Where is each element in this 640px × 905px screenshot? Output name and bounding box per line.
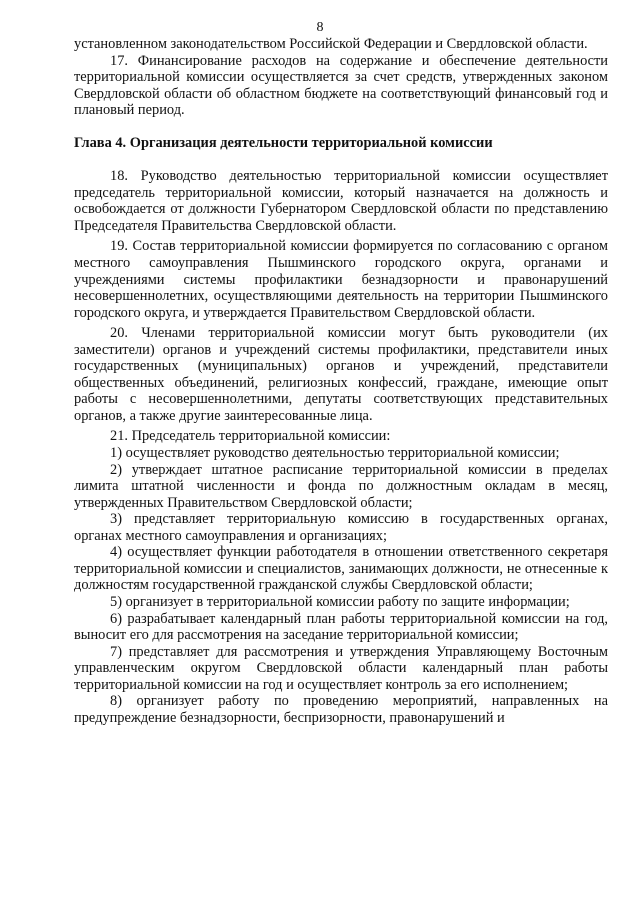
paragraph: 6) разрабатывает календарный план работы территориальной комиссии на год, выносит его для рассмотрения на заседание территориальной комиссии;: [74, 610, 608, 644]
paragraph: 3) представляет территориальную комиссию в государственных органах, органах местного самоуправления и организациях;: [74, 511, 608, 544]
paragraph: 8) организует работу по проведению мероприятий, направленных на предупреждение безнадзорности, беспризорности, правонарушений и: [74, 693, 608, 726]
paragraphs-before-heading: [74, 36, 608, 119]
paragraph: 2) утверждает штатное расписание территориальной комиссии в пределах лимита штатной численности и фонда по должностным окладам в месяц, утвержденных Правительством Свердловской области;: [74, 461, 608, 511]
paragraph: 1) осуществляет руководство деятельностью территориальной комиссии;: [110, 445, 560, 462]
paragraphs-after-heading: [74, 168, 608, 726]
document-body: [74, 36, 608, 726]
paragraph: 21. Председатель территориальной комиссии:: [110, 428, 391, 445]
page-number: 8: [316, 20, 324, 35]
paragraph: 4) осуществляет функции работодателя в отношении ответственного секретаря территориальной комиссии и специалистов, занимающих должности, не отнесенные к должностям государственной гражданской службы Свердловской области;: [74, 544, 608, 594]
paragraph: 7) представляет для рассмотрения и утверждения Управляющему Восточным управленческим округом Свердловской области календарный план работы территориальной комиссии на год и осуществляет контроль за его исполнением;: [74, 643, 608, 693]
paragraph: 18. Руководство деятельностью территориальной комиссии осуществляет председатель территориальной комиссии, который назначается на должность и освобождается от должности Губернатором Свердловской области по представлению Председателя Правительства Свердловской области.: [74, 168, 608, 234]
paragraph: 17. Финансирование расходов на содержание и обеспечение деятельности территориальной комиссии осуществляется за счет средств, утвержденных законом Свердловской области об областном бюджете на соответствующий финансовый год и плановый период.: [74, 52, 608, 119]
paragraph: 20. Членами территориальной комиссии могут быть руководители (их заместители) органов и учреждений системы профилактики, представители иных государственных (муниципальных) органов и учреждений, представители общественных объединений, религиозных конфессий, граждане, имеющие опыт работы с несовершеннолетними, депутаты соответствующих представительных органов, а также другие заинтересованные лица.: [74, 325, 608, 424]
paragraph: установленном законодательством Российской Федерации и Свердловской области.: [74, 36, 588, 52]
paragraph: 19. Состав территориальной комиссии формируется по согласованию с органом местного самоуправления Пышминского городского округа, органами и учреждениями системы профилактики безнадзорности и правонарушений несовершеннолетних, осуществляющими деятельность на территории Пышминского городского округа, и утверждается Правительством Свердловской области.: [74, 238, 608, 321]
chapter-heading: Глава 4. Организация деятельности территориальной комиссии: [74, 134, 493, 151]
paragraph: 5) организует в территориальной комиссии работу по защите информации;: [110, 593, 570, 610]
